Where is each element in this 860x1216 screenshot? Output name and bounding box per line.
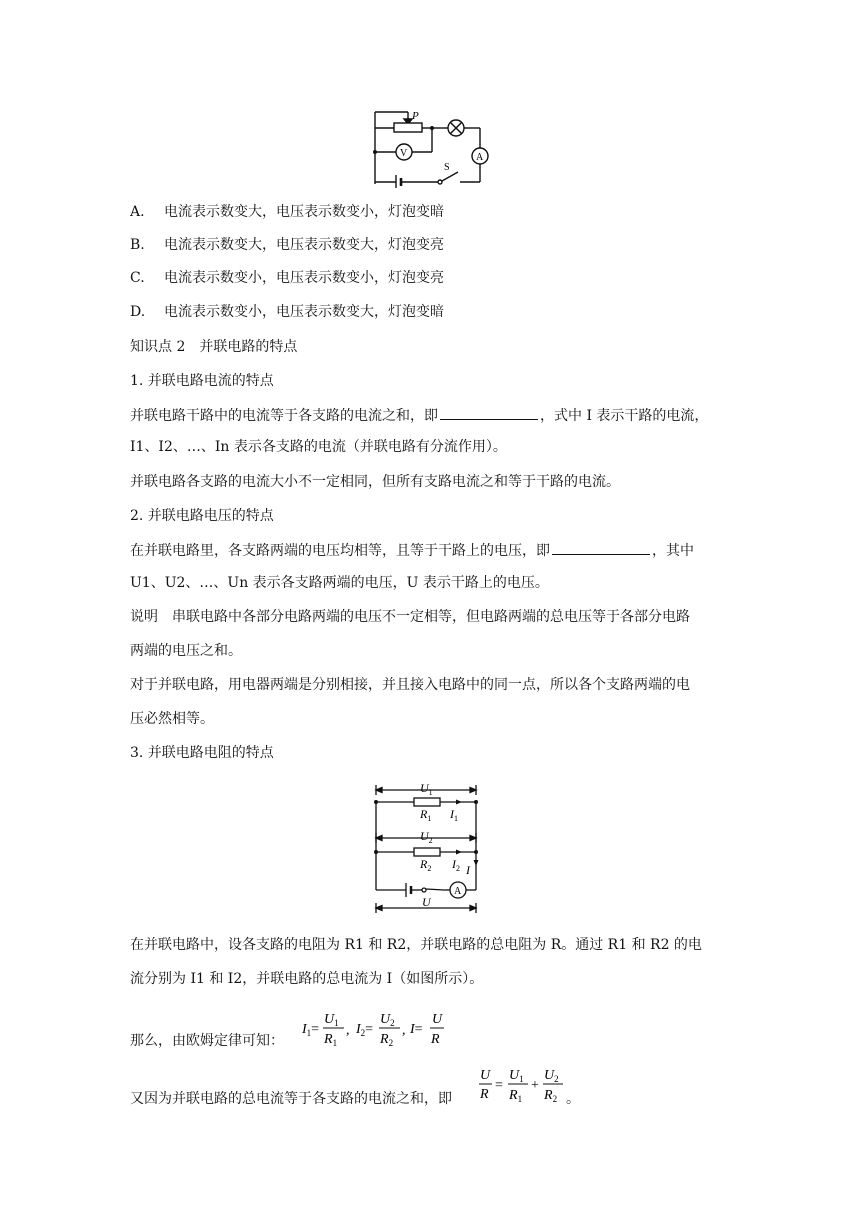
- section-title: 知识点 2 并联电路的特点: [130, 339, 298, 355]
- option-c: C. 电流表示数变小，电压表示数变小，灯泡变亮: [130, 270, 444, 286]
- note-line2: 两端的电压之和。: [130, 643, 242, 659]
- sub2-para3a: 对于并联电路，用电器两端是分别相接，并且接入电路中的同一点，所以各个支路两端的电: [130, 677, 690, 693]
- sub1-para1: 并联电路干路中的电流等于各支路的电流之和，即 ，式中 I 表示干路的电流，: [130, 405, 708, 426]
- svg-text:,: ,: [346, 1023, 350, 1038]
- sub1-para3: 并联电路各支路的电流大小不一定相同，但所有支路电流之和等于干路的电流。: [130, 474, 620, 490]
- sub2-para1: 在并联电路里，各支路两端的电压均相等，且等于干路上的电压，即 ，其中: [130, 540, 694, 561]
- label-p: P: [412, 110, 419, 122]
- svg-text:+: +: [531, 1078, 539, 1093]
- svg-text:I2=: $I_2=$: [356, 1022, 374, 1038]
- note-line1: 说明 串联电路中各部分电路两端的电压不一定相等，但电路两端的总电压等于各部分电路: [130, 609, 690, 625]
- label-a: A: [476, 152, 484, 163]
- sub1-para2: I1、I2、…、In 表示各支路的电流（并联电路有分流作用）。: [130, 439, 507, 455]
- label-r1: $R_1$: [420, 807, 432, 823]
- sub3-para1b: 流分别为 I1 和 I2，并联电路的总电流为 I（如图所示）。: [130, 971, 484, 987]
- label-i2: $I_2$: [452, 857, 460, 873]
- sub3-para2: 那么，由欧姆定律可知：: [130, 1033, 284, 1049]
- svg-text:=: =: [495, 1078, 503, 1093]
- label-r2: $R_2$: [420, 857, 432, 873]
- option-b: B. 电流表示数变大，电压表示数变大，灯泡变亮: [130, 237, 444, 253]
- svg-text:U2: $U_2$: [380, 1012, 395, 1028]
- svg-text:U1: $U_1$: [324, 1012, 339, 1028]
- svg-text:U2: $U_2$: [544, 1068, 559, 1084]
- svg-text:U: U: [480, 1068, 491, 1083]
- svg-text:I=: I=: [410, 1022, 423, 1037]
- label-v: V: [400, 148, 408, 159]
- sub3-para1a: 在并联电路中，设各支路的电阻为 R1 和 R2，并联电路的总电阻为 R。通过 R1 和 R2 的电: [130, 937, 702, 953]
- svg-text:R2: $R_2$: [380, 1032, 394, 1048]
- option-d: D. 电流表示数变小，电压表示数变大，灯泡变暗: [130, 304, 444, 320]
- label-u1: $U_1$: [420, 781, 433, 797]
- option-a: A. 电流表示数变大，电压表示数变小，灯泡变暗: [130, 204, 444, 220]
- label-i1: $I_1$: [450, 807, 458, 823]
- parallel-sum-formula: [478, 1064, 578, 1106]
- svg-text:U: U: [432, 1012, 443, 1027]
- svg-text:R2: $R_2$: [544, 1088, 558, 1104]
- ohms-law-formula: [300, 1008, 470, 1048]
- top-circuit-diagram: [370, 108, 500, 188]
- sub3-para3-end: 。: [566, 1091, 580, 1107]
- svg-text:R1: $R_1$: [509, 1088, 523, 1104]
- label-u: U: [422, 895, 431, 909]
- svg-text:I1=: $I_1=$: [302, 1022, 320, 1038]
- label-i: I: [466, 863, 470, 877]
- svg-text:R1: $R_1$: [324, 1032, 338, 1048]
- sub2-para3b: 压必然相等。: [130, 711, 214, 727]
- sub1-title: 1. 并联电路电流的特点: [130, 373, 274, 389]
- svg-text:,: ,: [402, 1023, 406, 1038]
- svg-text:R: R: [480, 1087, 489, 1102]
- svg-text:R: R: [431, 1032, 440, 1047]
- sub3-title: 3. 并联电路电阻的特点: [130, 745, 274, 761]
- label-u2: $U_2$: [420, 829, 433, 845]
- label-s: S: [444, 162, 450, 173]
- sub2-para2: U1、U2、…、Un 表示各支路两端的电压，U 表示干路上的电压。: [130, 575, 549, 591]
- answer-blank-1[interactable]: [440, 405, 538, 420]
- answer-blank-2[interactable]: [552, 540, 650, 555]
- label-ammeter: A: [454, 886, 462, 897]
- svg-text:U1: $U_1$: [509, 1068, 524, 1084]
- sub2-title: 2. 并联电路电压的特点: [130, 508, 274, 524]
- sub3-para3: 又因为并联电路的总电流等于各支路的电流之和，即: [130, 1091, 452, 1107]
- parallel-circuit-diagram: [370, 780, 482, 916]
